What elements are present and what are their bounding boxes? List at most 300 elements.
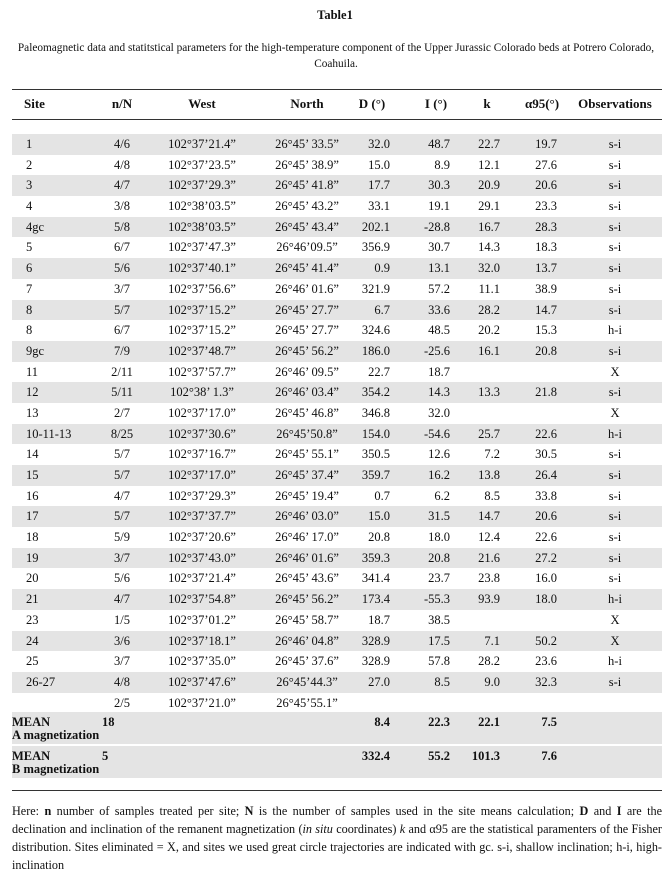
cell-inclination: 13.1 [428, 261, 450, 276]
cell-north: 26°46’ 03.0” [275, 509, 339, 524]
table-row [12, 693, 662, 714]
cell-nN: 5/9 [114, 530, 130, 545]
mean-b-alpha95: 7.6 [541, 749, 557, 763]
cell-inclination: 38.5 [428, 612, 450, 627]
mean-b-sublabel: B magnetization [12, 762, 100, 776]
cell-inclination: 48.7 [428, 137, 450, 151]
cell-alpha95: 38.9 [535, 281, 557, 296]
cell-site: 3 [26, 178, 33, 193]
cell-inclination: 18.7 [428, 364, 450, 379]
table-row [12, 279, 662, 300]
cell-nN: 3/8 [114, 199, 130, 214]
table-row [12, 341, 662, 362]
cell-west: 102°37’29.3” [168, 178, 236, 193]
footnote-text: are the declination and inclination of the remanent magnetization ( [12, 804, 662, 836]
cell-nN: 4/7 [114, 488, 130, 503]
cell-nN: 2/7 [114, 405, 130, 420]
cell-observations: X [610, 405, 620, 420]
cell-declination: 6.7 [374, 302, 390, 317]
cell-site: 15 [26, 468, 39, 482]
cell-north: 26°45’ 46.8” [275, 405, 339, 420]
cell-inclination: 19.1 [428, 199, 450, 214]
footnote-text: is the number of samples used in the site means calculation; [253, 804, 580, 818]
cell-site: 19 [26, 550, 39, 565]
table-row [12, 237, 662, 258]
table-row [12, 527, 662, 548]
cell-nN: 3/7 [114, 654, 130, 669]
cell-west: 102°37’23.5” [168, 157, 236, 172]
cell-observations: s-i [608, 385, 622, 400]
cell-declination: 32.0 [368, 137, 390, 151]
cell-inclination: -55.3 [423, 592, 450, 607]
cell-nN: 5/7 [114, 509, 130, 524]
cell-declination: 15.0 [368, 509, 390, 524]
cell-alpha95: 22.6 [535, 426, 557, 441]
rule-top [12, 89, 662, 90]
cell-west: 102°37’16.7” [168, 447, 236, 462]
cell-north: 26°45’ 56.2” [275, 592, 339, 607]
mean-b-declination: 332.4 [361, 749, 390, 763]
table-row [12, 444, 662, 465]
mean-a-k: 22.1 [478, 715, 500, 729]
cell-north: 26°45’ 55.1” [275, 447, 339, 462]
cell-observations: s-i [608, 261, 622, 276]
cell-nN: 6/7 [114, 240, 130, 255]
cell-k: 8.5 [484, 488, 500, 503]
cell-site: 4gc [26, 219, 45, 234]
cell-observations: s-i [608, 550, 622, 565]
cell-north: 26°45’ 33.5” [275, 137, 339, 151]
header-inclination: I (°) [424, 96, 448, 111]
cell-declination: 173.4 [361, 592, 390, 607]
header-west: West [188, 96, 216, 111]
cell-nN: 5/7 [114, 468, 130, 482]
cell-k: 13.3 [478, 385, 500, 400]
cell-k: 93.9 [478, 592, 500, 607]
cell-west: 102°37’30.6” [168, 426, 236, 441]
cell-site: 20 [26, 571, 39, 586]
cell-north: 26°45’ 41.8” [275, 178, 339, 193]
mean-a-inclination: 22.3 [428, 715, 450, 729]
cell-west: 102°37’29.3” [168, 488, 236, 503]
cell-west: 102°37’21.0” [168, 695, 236, 710]
cell-observations: s-i [608, 199, 622, 214]
cell-alpha95: 18.3 [535, 240, 557, 255]
cell-north: 26°45’ 19.4” [275, 488, 339, 503]
cell-inclination: -28.8 [423, 219, 450, 234]
cell-west: 102°37’17.0” [168, 405, 236, 420]
cell-site: 8 [26, 302, 33, 317]
cell-observations: s-i [608, 468, 622, 482]
cell-nN: 1/5 [114, 612, 130, 627]
cell-alpha95: 23.3 [535, 199, 557, 214]
cell-alpha95: 13.7 [535, 261, 557, 276]
cell-k: 25.7 [478, 426, 500, 441]
cell-nN: 4/8 [114, 157, 130, 172]
rule-header [12, 119, 662, 120]
cell-north: 26°45’ 41.4” [275, 261, 339, 276]
cell-alpha95: 27.6 [535, 157, 557, 172]
cell-alpha95: 32.3 [535, 674, 557, 689]
cell-west: 102°37’15.2” [168, 323, 236, 338]
cell-nN: 3/7 [114, 281, 130, 296]
cell-declination: 22.7 [368, 364, 390, 379]
cell-site: 23 [26, 612, 39, 627]
cell-observations: s-i [608, 157, 622, 172]
cell-west: 102°37’40.1” [168, 261, 236, 276]
cell-north: 26°46’09.5” [276, 240, 338, 255]
cell-nN: 2/11 [111, 364, 133, 379]
cell-k: 32.0 [478, 261, 500, 276]
mean-a-row [12, 712, 662, 744]
cell-declination: 346.8 [361, 405, 390, 420]
cell-site: 11 [26, 364, 39, 379]
cell-alpha95: 26.4 [535, 468, 557, 482]
cell-north: 26°45’ 27.7” [275, 323, 339, 338]
footnote-term-insitu: in situ [302, 822, 333, 836]
cell-declination: 15.0 [368, 157, 390, 172]
cell-north: 26°45’ 43.6” [275, 571, 339, 586]
cell-declination: 0.9 [374, 261, 390, 276]
table-title: Table1 [317, 8, 353, 22]
mean-a-alpha95: 7.5 [541, 715, 557, 729]
cell-inclination: 33.6 [428, 302, 450, 317]
cell-declination: 359.7 [361, 468, 390, 482]
cell-alpha95: 22.6 [535, 530, 557, 545]
table-row [12, 589, 662, 610]
cell-declination: 359.3 [361, 550, 390, 565]
cell-k: 29.1 [478, 199, 500, 214]
cell-declination: 27.0 [368, 674, 390, 689]
cell-k: 23.8 [478, 571, 500, 586]
cell-nN: 4/8 [114, 674, 130, 689]
cell-north: 26°46’ 01.6” [275, 550, 339, 565]
cell-north: 26°45’55.1” [276, 695, 338, 710]
mean-a-label: MEAN [12, 715, 51, 729]
cell-inclination: 16.2 [428, 468, 450, 482]
cell-observations: h-i [608, 592, 622, 607]
cell-observations: s-i [608, 488, 622, 503]
cell-declination: 328.9 [361, 654, 390, 669]
cell-declination: 202.1 [361, 219, 390, 234]
cell-site: 4 [26, 199, 33, 214]
table-row [12, 175, 662, 196]
cell-north: 26°46’ 01.6” [275, 281, 339, 296]
cell-declination: 33.1 [368, 199, 390, 214]
cell-site: 6 [26, 261, 33, 276]
cell-declination: 18.7 [368, 612, 390, 627]
cell-nN: 5/6 [114, 571, 130, 586]
cell-north: 26°45’ 27.7” [275, 302, 339, 317]
cell-alpha95: 50.2 [535, 633, 557, 648]
cell-north: 26°45’44.3” [276, 674, 338, 689]
cell-k: 16.7 [478, 219, 500, 234]
table-row [12, 610, 662, 631]
header-declination: D (°) [358, 96, 386, 111]
cell-observations: s-i [608, 674, 622, 689]
cell-nN: 5/6 [114, 261, 130, 276]
cell-observations: s-i [608, 178, 622, 193]
cell-nN: 5/7 [114, 302, 130, 317]
cell-declination: 321.9 [361, 281, 390, 296]
cell-west: 102°37’37.7” [168, 509, 236, 524]
mean-b-inclination: 55.2 [428, 749, 450, 763]
cell-west: 102°37’54.8” [168, 592, 236, 607]
cell-k: 22.7 [478, 137, 500, 151]
cell-site: 13 [26, 405, 39, 420]
cell-inclination: -54.6 [423, 426, 450, 441]
table-row [12, 403, 662, 424]
cell-north: 26°46’ 03.4” [275, 385, 339, 400]
cell-site: 17 [26, 509, 39, 524]
cell-alpha95: 14.7 [535, 302, 557, 317]
cell-north: 26°45’ 38.9” [275, 157, 339, 172]
cell-k: 14.7 [478, 509, 500, 524]
cell-observations: s-i [608, 343, 622, 358]
cell-site: 26-27 [26, 674, 56, 689]
cell-nN: 4/7 [114, 592, 130, 607]
cell-north: 26°45’ 56.2” [275, 343, 339, 358]
table-row [12, 486, 662, 507]
cell-nN: 6/7 [114, 323, 130, 338]
table-body [12, 134, 662, 713]
cell-west: 102°37’47.3” [168, 240, 236, 255]
cell-declination: 341.4 [361, 571, 390, 586]
cell-west: 102°38’03.5” [168, 199, 236, 214]
cell-nN: 5/11 [111, 385, 133, 400]
cell-observations: s-i [608, 219, 622, 234]
table-row [12, 651, 662, 672]
cell-declination: 328.9 [361, 633, 390, 648]
cell-west: 102°37’21.4” [168, 137, 236, 151]
cell-west: 102°38’03.5” [168, 219, 236, 234]
cell-inclination: 14.3 [428, 385, 450, 400]
mean-a-sublabel: A magnetization [12, 728, 100, 742]
cell-nN: 4/7 [114, 178, 130, 193]
cell-declination: 0.7 [374, 488, 390, 503]
cell-declination: 350.5 [361, 447, 390, 462]
cell-nN: 8/25 [110, 426, 134, 441]
cell-north: 26°45’50.8” [276, 426, 338, 441]
table-row [12, 506, 662, 527]
table-row [12, 568, 662, 589]
cell-k: 16.1 [478, 343, 500, 358]
cell-k: 20.9 [478, 178, 500, 193]
table-row [12, 465, 662, 486]
cell-north: 26°45’ 37.4” [275, 468, 339, 482]
cell-west: 102°37’17.0” [168, 468, 236, 482]
table-header [12, 93, 662, 115]
cell-k: 11.1 [478, 281, 500, 296]
cell-north: 26°45’ 43.4” [275, 219, 339, 234]
cell-observations: s-i [608, 530, 622, 545]
table-row [12, 362, 662, 383]
cell-k: 20.2 [478, 323, 500, 338]
cell-north: 26°46’ 17.0” [275, 530, 339, 545]
table-row [12, 258, 662, 279]
cell-site: 9gc [26, 343, 45, 358]
cell-north: 26°45’ 58.7” [275, 612, 339, 627]
cell-west: 102°37’20.6” [168, 530, 236, 545]
mean-b-label: MEAN [12, 749, 51, 763]
cell-site: 18 [26, 530, 39, 545]
cell-inclination: 6.2 [434, 488, 450, 503]
table-row [12, 300, 662, 321]
cell-observations: X [610, 633, 620, 648]
cell-k: 14.3 [478, 240, 500, 255]
cell-nN: 5/7 [114, 447, 130, 462]
cell-inclination: 20.8 [428, 550, 450, 565]
mean-a-declination: 8.4 [374, 715, 390, 729]
cell-inclination: 12.6 [428, 447, 450, 462]
table-row [12, 548, 662, 569]
cell-inclination: 18.0 [428, 530, 450, 545]
cell-observations: s-i [608, 281, 622, 296]
cell-nN: 7/9 [114, 343, 130, 358]
table-row [12, 672, 662, 693]
table-footnote [12, 802, 662, 874]
footnote-text: and [588, 804, 617, 818]
table-row [12, 155, 662, 176]
header-site: Site [24, 96, 45, 111]
mean-a-n: 18 [102, 715, 115, 729]
cell-west: 102°37’35.0” [168, 654, 236, 669]
cell-site: 2 [26, 157, 33, 172]
mean-b-n: 5 [102, 749, 109, 763]
footnote-term-D: D [579, 804, 589, 818]
footnote-term-I: I [616, 804, 622, 818]
cell-inclination: 57.8 [428, 654, 450, 669]
cell-observations: X [610, 612, 620, 627]
cell-nN: 3/6 [114, 633, 130, 648]
footnote-term-k: k [399, 822, 406, 836]
cell-alpha95: 33.8 [535, 488, 557, 503]
cell-declination: 186.0 [361, 343, 390, 358]
cell-west: 102°37’57.7” [168, 364, 236, 379]
cell-observations: s-i [608, 240, 622, 255]
footnote-text: Here: [12, 804, 45, 818]
cell-nN: 5/8 [114, 219, 130, 234]
footnote-term-n: n [44, 804, 52, 818]
cell-site: 7 [26, 281, 33, 296]
cell-inclination: 17.5 [428, 633, 450, 648]
cell-alpha95: 23.6 [535, 654, 557, 669]
cell-observations: s-i [608, 571, 622, 586]
cell-k: 13.8 [478, 468, 500, 482]
cell-declination: 354.2 [361, 385, 390, 400]
cell-alpha95: 28.3 [535, 219, 557, 234]
cell-site: 24 [26, 633, 39, 648]
cell-alpha95: 30.5 [535, 447, 557, 462]
cell-inclination: 57.2 [428, 281, 450, 296]
cell-k: 28.2 [478, 654, 500, 669]
cell-inclination: 8.9 [434, 157, 450, 172]
cell-alpha95: 21.8 [535, 385, 557, 400]
cell-site: 12 [26, 385, 39, 400]
cell-alpha95: 20.8 [535, 343, 557, 358]
cell-declination: 17.7 [368, 178, 390, 193]
cell-site: 14 [26, 447, 39, 462]
table-row [12, 424, 662, 445]
cell-k: 12.1 [478, 157, 500, 172]
cell-site: 5 [26, 240, 33, 255]
cell-alpha95: 19.7 [535, 137, 557, 151]
footnote-text: number of samples treated per site; [51, 804, 245, 818]
cell-north: 26°46’ 04.8” [275, 633, 339, 648]
cell-nN: 2/5 [114, 695, 130, 710]
header-alpha95: α95(°) [524, 96, 560, 111]
footnote-text: and α95 are the statistical paramenters of the Fisher distribution. Sites eliminated = X, and sites we used great circle trajectories are indicated with gc. s-i, shallow inclination; h-i, high-inclination [12, 822, 662, 872]
cell-west: 102°37’43.0” [168, 550, 236, 565]
cell-site: 1 [26, 137, 33, 151]
mean-b-row [12, 746, 662, 778]
cell-inclination: 31.5 [428, 509, 450, 524]
cell-nN: 3/7 [114, 550, 130, 565]
table-caption: Paleomagnetic data and statitstical parameters for the high-temperature component of the Upper Jurassic Colorado beds at Potrero Colorado, Coahuila. [17, 42, 655, 70]
table-row [12, 217, 662, 238]
header-north: North [290, 96, 324, 111]
header-k: k [483, 96, 491, 111]
cell-inclination: 23.7 [428, 571, 450, 586]
cell-west: 102°37’01.2” [168, 612, 236, 627]
table-row [12, 382, 662, 403]
cell-alpha95: 15.3 [535, 323, 557, 338]
cell-alpha95: 18.0 [535, 592, 557, 607]
cell-site: 8 [26, 323, 33, 338]
cell-k: 7.2 [484, 447, 500, 462]
cell-north: 26°45’ 43.2” [275, 199, 339, 214]
rule-bottom [12, 790, 662, 791]
table-row [12, 320, 662, 341]
cell-k: 7.1 [484, 633, 500, 648]
cell-alpha95: 20.6 [535, 509, 557, 524]
cell-observations: h-i [608, 323, 622, 338]
cell-north: 26°45’ 37.6” [275, 654, 339, 669]
cell-alpha95: 27.2 [535, 550, 557, 565]
header-nN: n/N [111, 96, 133, 111]
cell-site: 10-11-13 [26, 426, 72, 441]
cell-observations: s-i [608, 509, 622, 524]
cell-observations: s-i [608, 302, 622, 317]
cell-declination: 154.0 [361, 426, 390, 441]
cell-alpha95: 16.0 [535, 571, 557, 586]
cell-observations: s-i [608, 137, 622, 151]
cell-k: 21.6 [478, 550, 500, 565]
table-row [12, 134, 662, 155]
cell-west: 102°37’47.6” [168, 674, 236, 689]
cell-inclination: -25.6 [423, 343, 450, 358]
footnote-text: coordinates) [332, 822, 400, 836]
cell-inclination: 30.3 [428, 178, 450, 193]
cell-observations: h-i [608, 654, 622, 669]
cell-declination: 356.9 [361, 240, 390, 255]
cell-alpha95: 20.6 [535, 178, 557, 193]
cell-observations: s-i [608, 447, 622, 462]
mean-b-k: 101.3 [471, 749, 500, 763]
cell-k: 9.0 [484, 674, 500, 689]
cell-site: 25 [26, 654, 39, 669]
cell-west: 102°37’21.4” [168, 571, 236, 586]
cell-west: 102°37’18.1” [168, 633, 236, 648]
cell-observations: h-i [608, 426, 622, 441]
cell-observations: X [610, 364, 620, 379]
cell-site: 16 [26, 488, 39, 503]
cell-inclination: 30.7 [428, 240, 450, 255]
cell-inclination: 8.5 [434, 674, 450, 689]
table-row [12, 631, 662, 652]
header-observations: Observations [578, 96, 652, 111]
cell-north: 26°46’ 09.5” [275, 364, 339, 379]
